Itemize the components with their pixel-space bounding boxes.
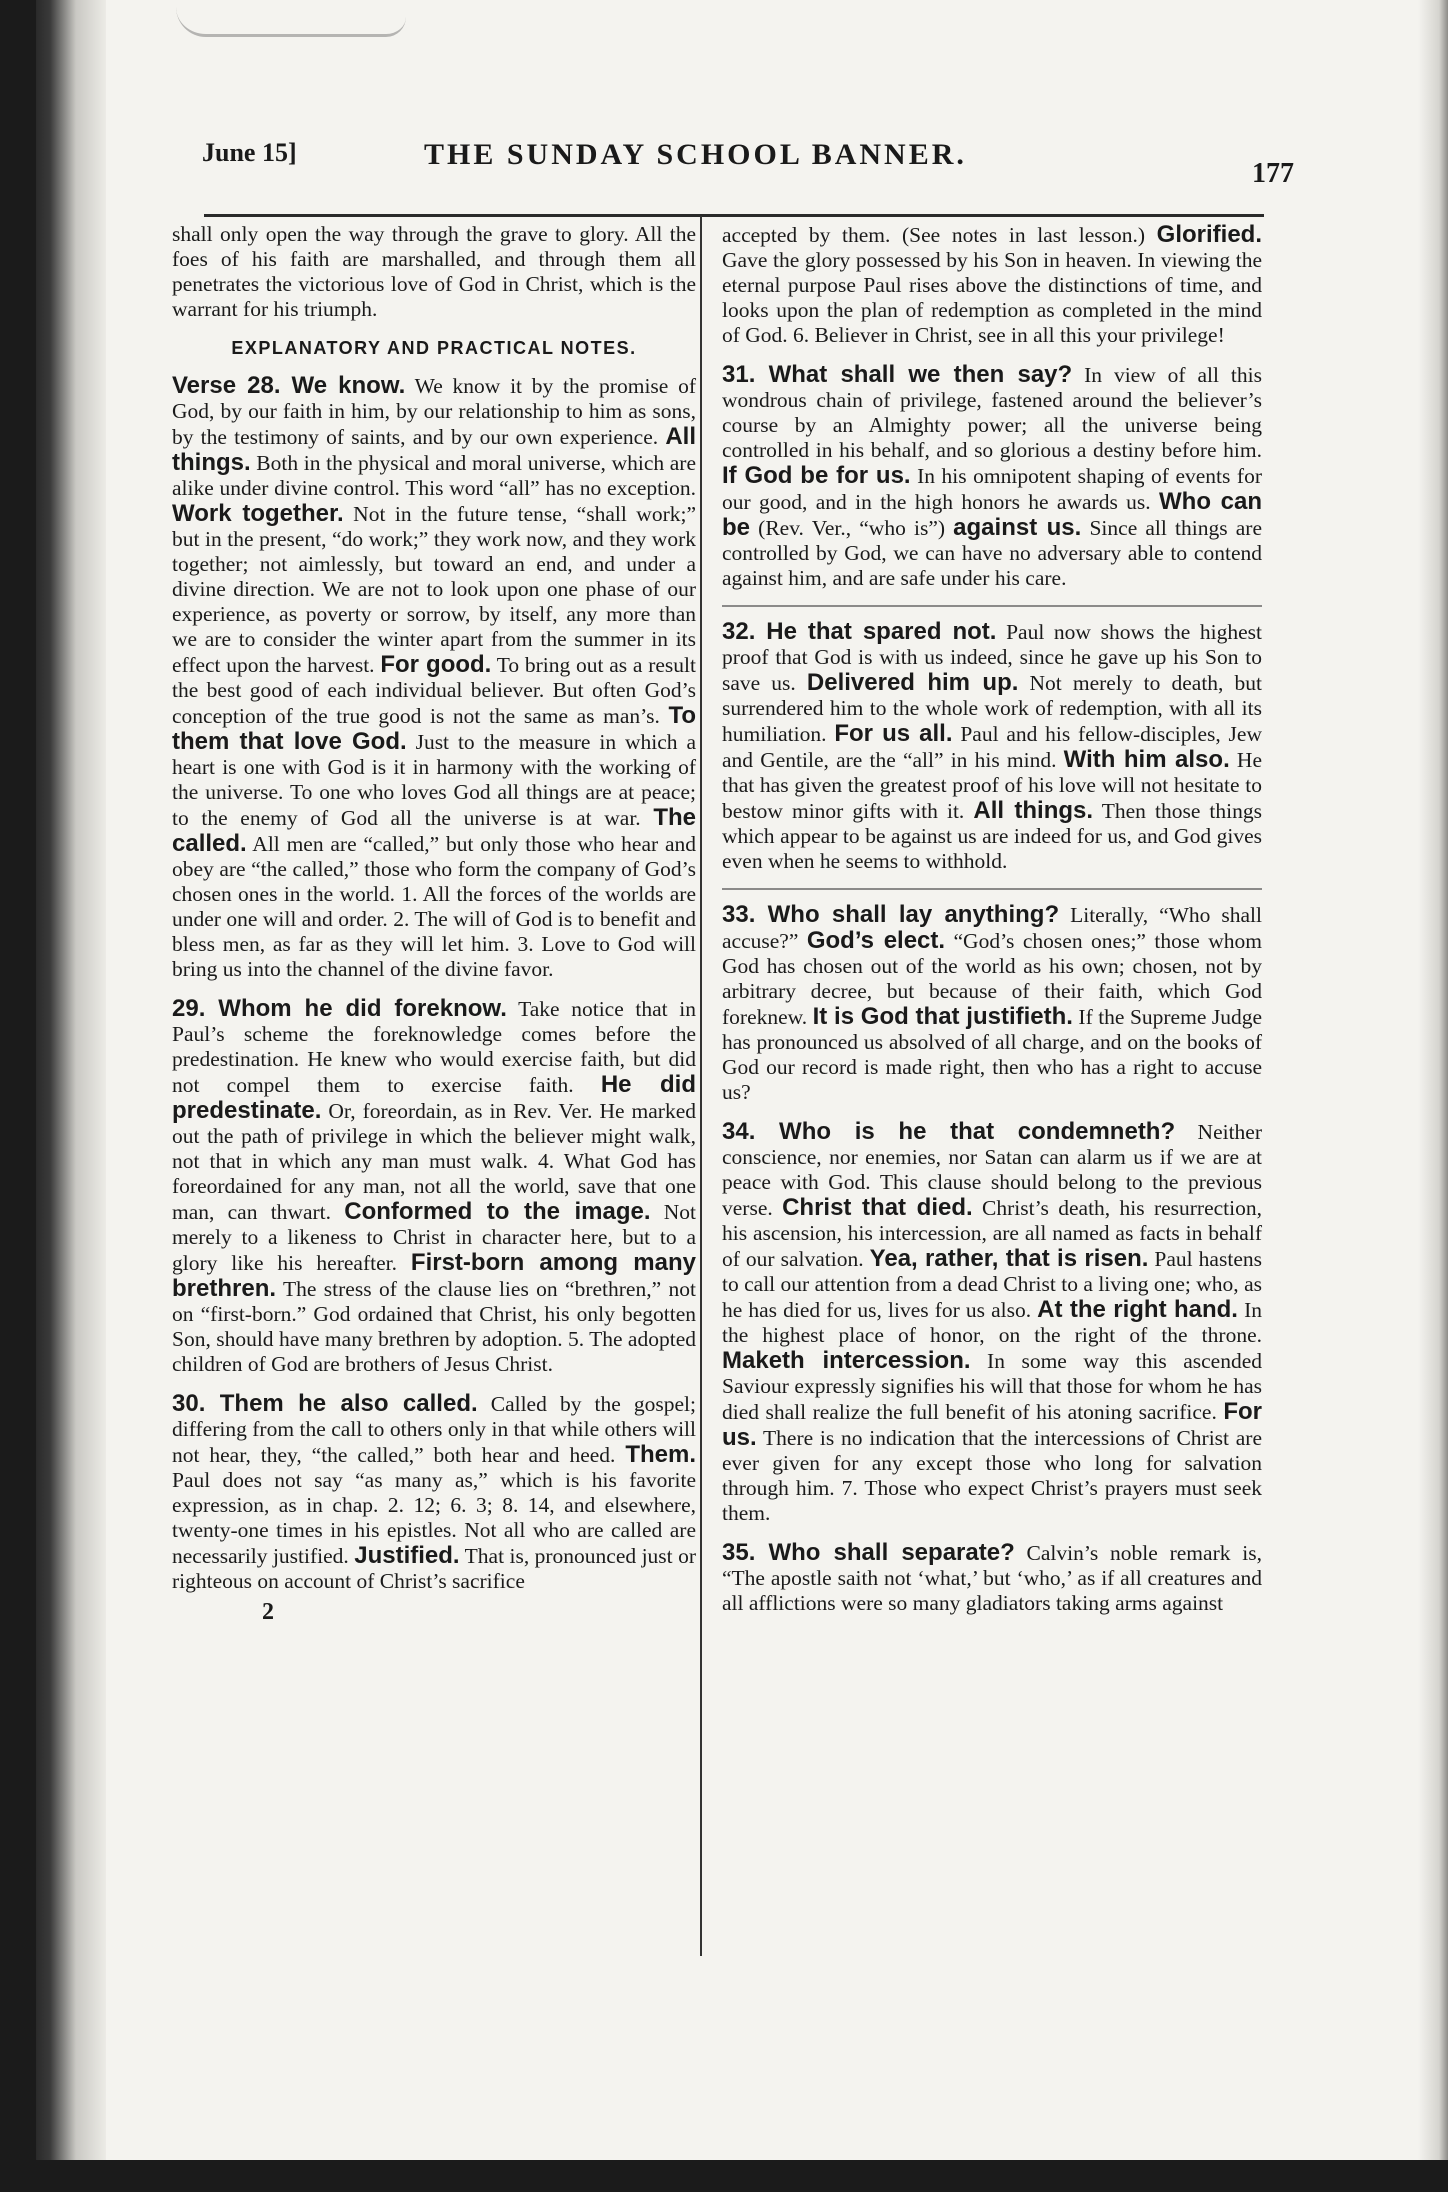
page-edge bbox=[1418, 0, 1448, 2160]
verse-28-note bbox=[172, 373, 696, 982]
note-text: Called by the gospel; differing from the call to others only in that while others will not hear, they, “the called,” both hear and heed. bbox=[172, 1392, 696, 1467]
note-text: “God’s chosen ones;” those whom God has chosen out of the world as his own; chosen, not by arbitrary decree, but because of their faith, which God foreknew. bbox=[722, 929, 1262, 1029]
note-text: Neither conscience, nor enemies, nor Satan can alarm us if we are at peace with God. This clause should belong to the previous verse. bbox=[722, 1120, 1263, 1220]
keyword-phrase: Glorified. bbox=[1156, 221, 1262, 248]
note-text: Not merely to death, but surrendered him to the whole work of redemption, with all its humiliation. bbox=[722, 671, 1262, 746]
note-separator bbox=[722, 605, 1262, 607]
keyword-phrase: Them. bbox=[625, 1441, 696, 1468]
note-text: To bring out as a result the best good of each individual believer. But often God’s conception of the true good is not the same as man’s. bbox=[172, 653, 696, 728]
note-text: We know it by the promise of God, by our faith in him, by our relationship to him as sons, by the testimony of saints, and by our own experience. bbox=[172, 374, 696, 449]
note-text: Just to the measure in which a heart is one with God is it in harmony with the working of the universe. To one who loves God all things are at peace; to the enemy of God all the universe is at war. bbox=[172, 730, 696, 830]
decorative-mark bbox=[176, 0, 406, 37]
keyword-phrase: At the right hand. bbox=[1037, 1296, 1238, 1323]
verse-29-note bbox=[172, 996, 696, 1377]
note-separator bbox=[722, 888, 1262, 890]
note-text: Christ’s death, his resurrection, his ascension, his intercession, are all named as facts in behalf of our salvation. bbox=[722, 1196, 1262, 1271]
keyword-phrase: First-born among many brethren. bbox=[172, 1249, 696, 1302]
note-text: accepted by them. (See notes in last lesson.) bbox=[722, 223, 1157, 247]
header-title: THE SUNDAY SCHOOL BANNER. bbox=[424, 138, 967, 171]
note-text: Calvin’s noble remark is, “The apostle saith not ‘what,’ but ‘who,’ as if all creatures and all afflictions were so many gladiators taking arms against bbox=[722, 1541, 1263, 1615]
intro-paragraph: shall only open the way through the grave to glory. All the foes of his faith are marshalled, and through them all penetrates the victorious love of God in Christ, which is the warrant for his triumph. bbox=[172, 222, 696, 321]
section-heading: EXPLANATORY AND PRACTICAL NOTES. bbox=[231, 338, 637, 358]
keyword-phrase: Work together. bbox=[172, 500, 344, 527]
note-text: Literally, “Who shall accuse?” bbox=[722, 903, 1262, 953]
keyword-phrase: against us. bbox=[953, 514, 1082, 541]
running-header bbox=[164, 128, 1294, 188]
keyword-phrase: For good. bbox=[380, 651, 492, 678]
keyword-phrase: 32. He that spared not. bbox=[722, 618, 997, 645]
book-spine bbox=[36, 0, 106, 2160]
note-text: Take notice that in Paul’s scheme the foreknowledge comes before the predestination. He knew who would exercise faith, but did not compel them to exercise faith. bbox=[172, 997, 696, 1097]
right-column bbox=[722, 222, 1262, 1630]
keyword-phrase: Who can be bbox=[722, 488, 1262, 541]
keyword-phrase: 29. Whom he did foreknow. bbox=[172, 995, 507, 1022]
keyword-phrase: Verse 28. We know. bbox=[172, 372, 406, 399]
signature-mark: 2 bbox=[262, 1599, 274, 1625]
note-text: Paul now shows the highest proof that God is with us indeed, since he gave up his Son to save us. bbox=[722, 620, 1262, 695]
note-text: Not merely to a likeness to Christ in character here, but to a glory like his hereafter. bbox=[172, 1200, 697, 1275]
keyword-phrase: Yea, rather, that is risen. bbox=[869, 1245, 1149, 1272]
note-text: In the highest place of honor, on the right of the throne. bbox=[722, 1298, 1262, 1347]
keyword-phrase: All things. bbox=[973, 797, 1094, 824]
note-text: Both in the physical and moral universe, which are alike under divine control. This word “all” has no exception. bbox=[172, 451, 696, 500]
note-text: (Rev. Ver., “who is”) bbox=[750, 516, 954, 540]
note-text: Paul and his fellow-disciples, Jew and Gentile, are the “all” in his mind. bbox=[722, 722, 1262, 772]
continued-note bbox=[722, 222, 1262, 348]
keyword-phrase: Christ that died. bbox=[782, 1194, 973, 1221]
note-text: Gave the glory possessed by his Son in heaven. In viewing the eternal purpose Paul rises above the distinctions of time, and looks upon the plan of redemption as completed in the mind of God. 6. Believer in Christ, see in all this your privilege! bbox=[722, 248, 1262, 347]
note-text: He that has given the greatest proof of his love will not hesitate to bestow minor gifts with it. bbox=[722, 748, 1262, 823]
note-text: All men are “called,” but only those who hear and obey are “the called,” those who form the company of God’s chosen ones in the world. 1. All the forces of the worlds are under one will and order. 2. The will of God is to benefit and bless men, as far as they will let him. 3. Love to God will bring us into the channel of the divine favor. bbox=[172, 832, 696, 981]
header-date: June 15] bbox=[202, 138, 297, 167]
keyword-phrase: All things. bbox=[172, 423, 696, 476]
left-column bbox=[172, 222, 696, 1625]
note-text: Paul does not say “as many as,” which is his favorite expression, as in chap. 2. 12; 6. 3; 8. 14, and elsewhere, twenty-one times in his epistles. Not all who are called are necessarily justified. bbox=[172, 1468, 696, 1568]
note-text: That is, pronounced just or righteous on account of Christ’s sacrifice bbox=[172, 1544, 696, 1593]
note-text: In his omnipotent shaping of events for our good, and in the high honors he awards us. bbox=[722, 464, 1262, 514]
keyword-phrase: 31. What shall we then say? bbox=[722, 361, 1073, 388]
verse-33-note bbox=[722, 902, 1262, 1105]
keyword-phrase: With him also. bbox=[1063, 746, 1230, 773]
keyword-phrase: Maketh intercession. bbox=[722, 1347, 971, 1374]
note-text: In some way this ascended Saviour expressly signifies his will that those for whom he has died shall realize the full benefit of his atoning sacrifice. bbox=[722, 1349, 1262, 1424]
keyword-phrase: It is God that justifieth. bbox=[812, 1003, 1073, 1030]
column-divider bbox=[700, 216, 702, 1956]
keyword-phrase: God’s elect. bbox=[806, 927, 946, 954]
keyword-phrase: 33. Who shall lay anything? bbox=[722, 901, 1060, 928]
keyword-phrase: If God be for us. bbox=[722, 462, 911, 489]
keyword-phrase: 34. Who is he that condemneth? bbox=[722, 1118, 1176, 1145]
note-text: There is no indication that the intercessions of Christ are ever given for any except those who long for salvation through him. 7. Those who expect Christ’s prayers must seek them. bbox=[722, 1426, 1262, 1525]
page-number: 177 bbox=[1252, 158, 1294, 189]
keyword-phrase: To them that love God. bbox=[172, 702, 696, 755]
note-text: In view of all this wondrous chain of privilege, fastened around the believer’s course by an Almighty power; all the universe being controlled in his behalf, and so glorious a destiny before him. bbox=[722, 363, 1262, 462]
note-text: Paul hastens to call our attention from a dead Christ to a living one; who, as he has died for us, lives for us also. bbox=[722, 1247, 1262, 1322]
verse-35-note bbox=[722, 1540, 1262, 1616]
keyword-phrase: Justified. bbox=[354, 1542, 460, 1569]
note-text: Not in the future tense, “shall work;” but in the present, “do work;” they work now, and they work together; not aimlessly, but toward an end, and under a divine direction. We are not to look upon one phase of our experience, as poverty or sorrow, by itself, any more than we are to consider the winter apart from the summer in its effect upon the harvest. bbox=[172, 502, 697, 677]
verse-30-note bbox=[172, 1391, 696, 1594]
verse-34-note bbox=[722, 1119, 1262, 1526]
note-text: Then those things which appear to be against us are indeed for us, and God gives even when he seems to withhold. bbox=[722, 799, 1262, 873]
verse-32-note bbox=[722, 619, 1262, 874]
note-text: If the Supreme Judge has pronounced us absolved of all charge, and on the books of God our record is made right, then who has a right to accuse us? bbox=[722, 1005, 1262, 1104]
book-page bbox=[36, 0, 1448, 2160]
note-text: Since all things are controlled by God, we can have no adversary able to contend against him, and are safe under his care. bbox=[722, 516, 1262, 590]
keyword-phrase: Delivered him up. bbox=[806, 669, 1019, 696]
keyword-phrase: 35. Who shall separate? bbox=[722, 1539, 1015, 1566]
note-text: The stress of the clause lies on “brethren,” not on “first-born.” God ordained that Christ, his only begotten Son, should have many brethren by adoption. 5. The adopted children of God are brothers of Jesus Christ. bbox=[172, 1277, 696, 1376]
keyword-phrase: For us. bbox=[722, 1398, 1262, 1451]
keyword-phrase: For us all. bbox=[834, 720, 953, 747]
keyword-phrase: Conformed to the image. bbox=[344, 1198, 651, 1225]
verse-31-note bbox=[722, 362, 1262, 591]
keyword-phrase: The called. bbox=[172, 804, 696, 857]
header-rule bbox=[204, 214, 1264, 217]
note-text: Or, foreordain, as in Rev. Ver. He marked out the path of privilege in which the believer might walk, not that in which any man must walk. 4. What God has foreordained for any man, not all the world, save that one man, can thwart. bbox=[172, 1099, 696, 1224]
keyword-phrase: 30. Them he also called. bbox=[172, 1390, 478, 1417]
keyword-phrase: He did predestinate. bbox=[172, 1071, 696, 1124]
